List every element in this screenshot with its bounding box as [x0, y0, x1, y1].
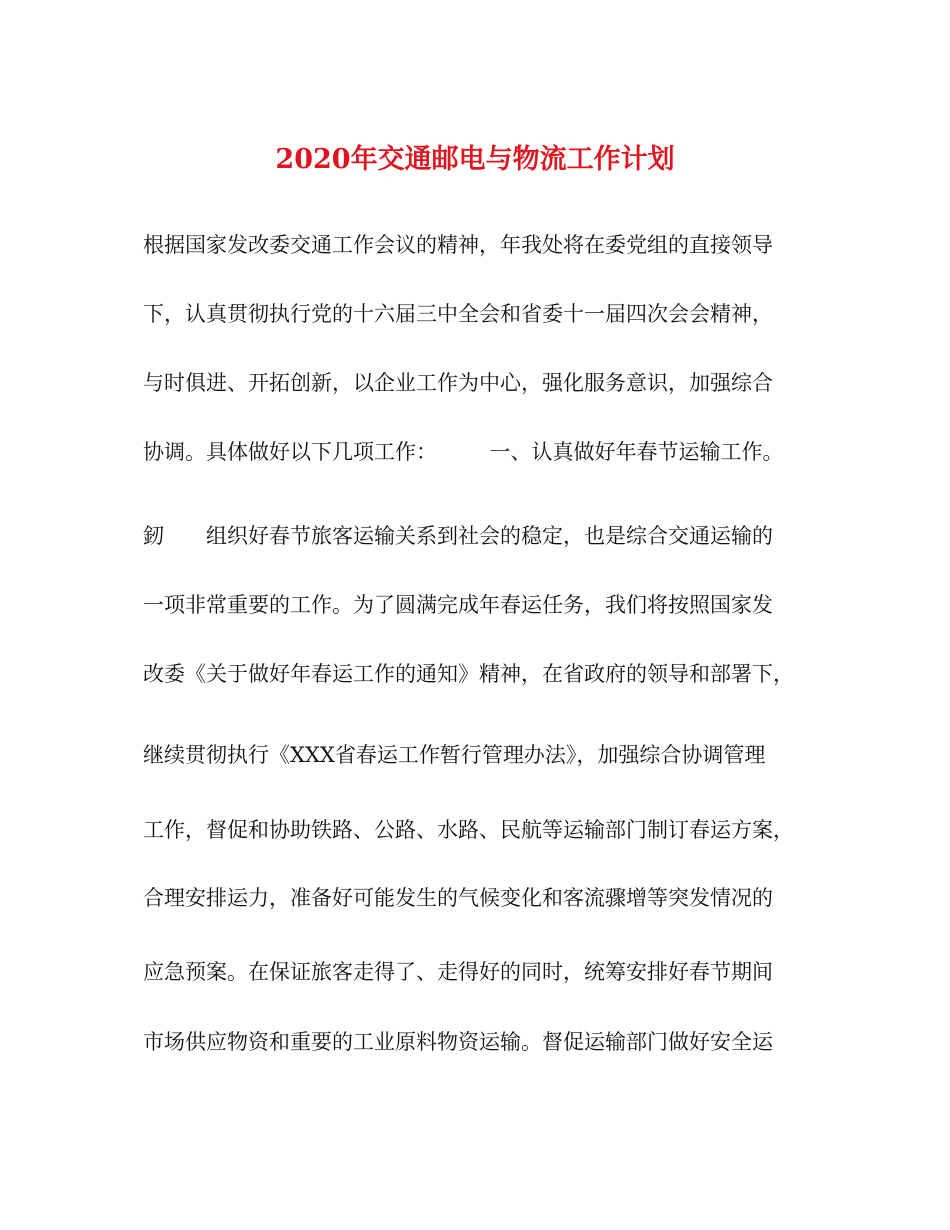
- body-line-3: 与时俱进、开拓创新，以企业工作为中心，强化服务意识，加强综合: [143, 371, 773, 395]
- body-line-5: 釰 组织好春节旅客运输关系到社会的稳定，也是综合交通运输的: [143, 524, 773, 548]
- body-line-7: 改委《关于做好年春运工作的通知》精神，在省政府的领导和部署下，: [143, 662, 794, 686]
- body-line-10: 合理安排运力，准备好可能发生的气候变化和客流骤增等突发情况的: [143, 886, 773, 910]
- document-title: 2020年交通邮电与物流工作计划: [275, 144, 675, 175]
- body-line-9: 工作，督促和协助铁路、公路、水路、民航等运输部门制订春运方案，: [143, 818, 794, 842]
- body-line-1: 根据国家发改委交通工作会议的精神，年我处将在委党组的直接领导: [143, 233, 773, 257]
- body-line-6: 一项非常重要的工作。为了圆满完成年春运任务，我们将按照国家发: [143, 593, 773, 617]
- body-line-12: 市场供应物资和重要的工业原料物资运输。督促运输部门做好安全运: [143, 1030, 773, 1054]
- body-line-11: 应急预案。在保证旅客走得了、走得好的同时，统筹安排好春节期间: [143, 960, 773, 984]
- body-line-2: 下，认真贯彻执行党的十六届三中全会和省委十一届四次会会精神，: [143, 302, 773, 326]
- body-line-8: 继续贯彻执行《XXX省春运工作暂行管理办法》，加强综合协调管理: [143, 743, 766, 767]
- body-line-4: 协调。具体做好以下几项工作： 一、认真做好年春节运输工作。: [143, 440, 784, 464]
